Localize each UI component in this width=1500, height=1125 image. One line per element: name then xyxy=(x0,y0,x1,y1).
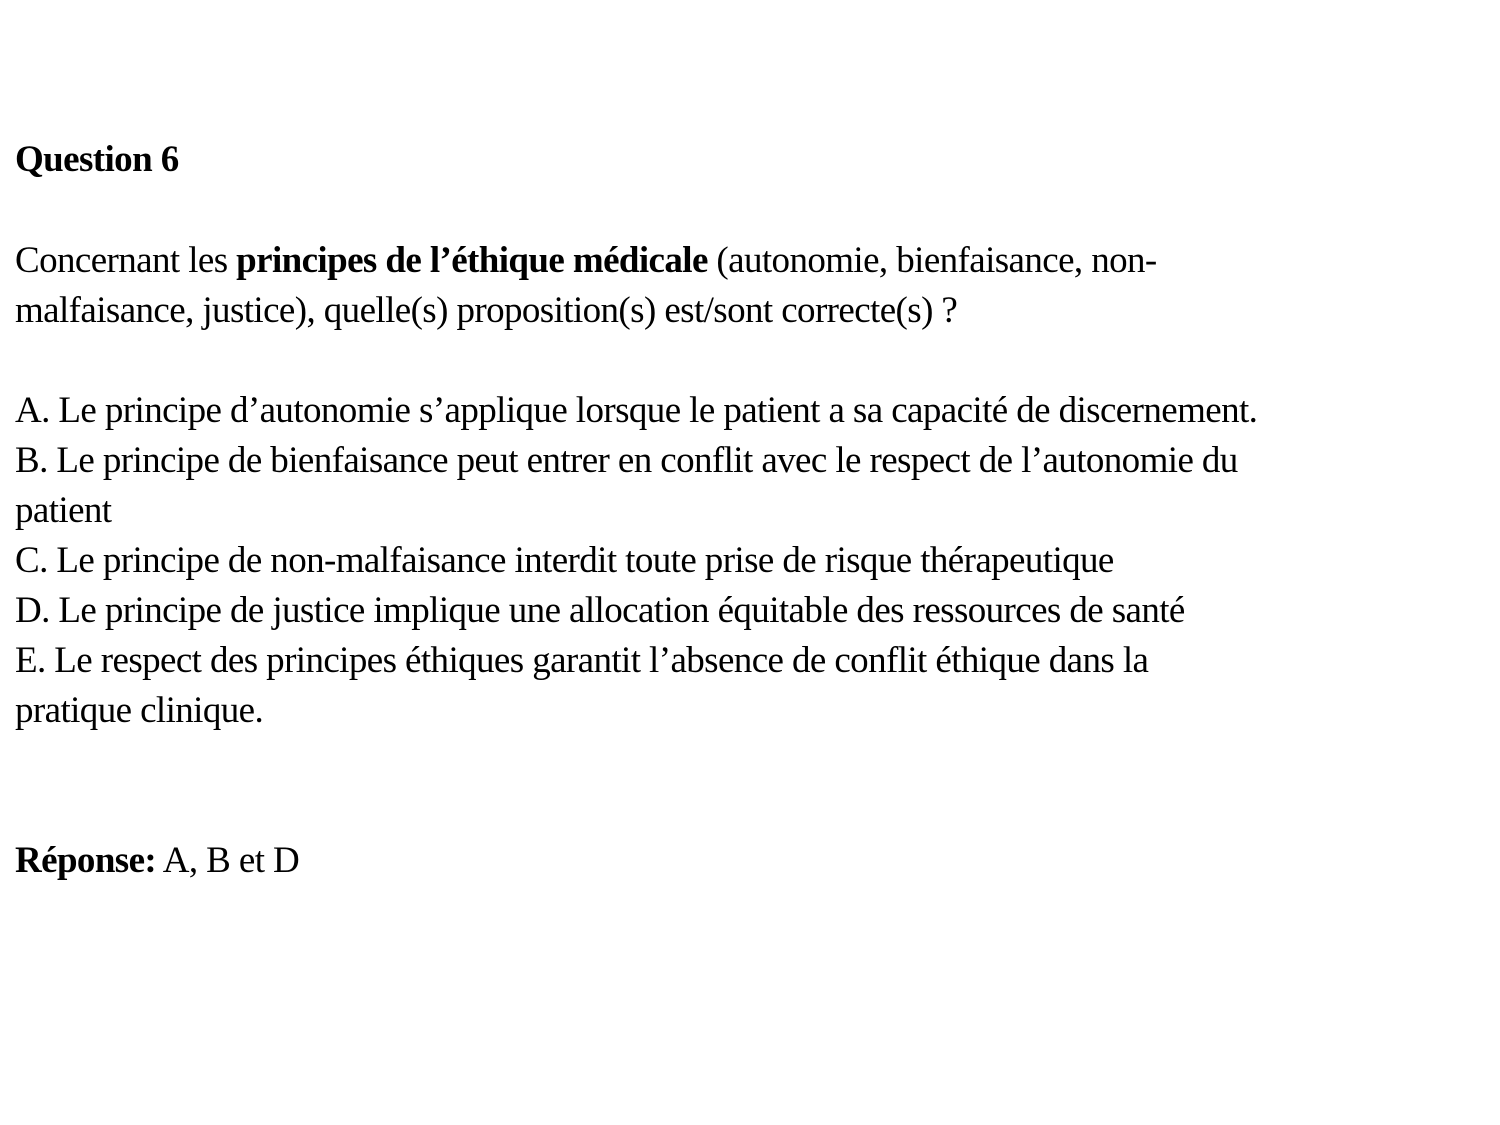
option-b: B. Le principe de bienfaisance peut entrer en conflit avec le respect de l’autonomie du xyxy=(15,440,1238,481)
stem-prefix: Concernant les xyxy=(15,240,237,281)
stem-suffix: (autonomie, bienfaisance, non- xyxy=(707,240,1157,281)
question-stem-line-1 xyxy=(15,236,1157,286)
answer-label: Réponse: xyxy=(15,840,157,881)
option-b-continued: patient xyxy=(15,490,112,531)
answer-value: A, B et D xyxy=(156,840,300,881)
question-stem-line-2: malfaisance, justice), quelle(s) proposition(s) est/sont correcte(s) ? xyxy=(15,290,958,331)
answer-line xyxy=(15,836,299,886)
option-d: D. Le principe de justice implique une allocation équitable des ressources de santé xyxy=(15,590,1185,631)
option-c: C. Le principe de non-malfaisance interdit toute prise de risque thérapeutique xyxy=(15,540,1114,581)
stem-bold-topic: principes de l’éthique médicale xyxy=(236,240,708,281)
option-a: A. Le principe d’autonomie s’applique lorsque le patient a sa capacité de discernement. xyxy=(15,390,1258,431)
option-e-continued: pratique clinique. xyxy=(15,690,264,731)
option-e: E. Le respect des principes éthiques garantit l’absence de conflit éthique dans la xyxy=(15,640,1149,681)
question-title: Question 6 xyxy=(15,139,179,180)
